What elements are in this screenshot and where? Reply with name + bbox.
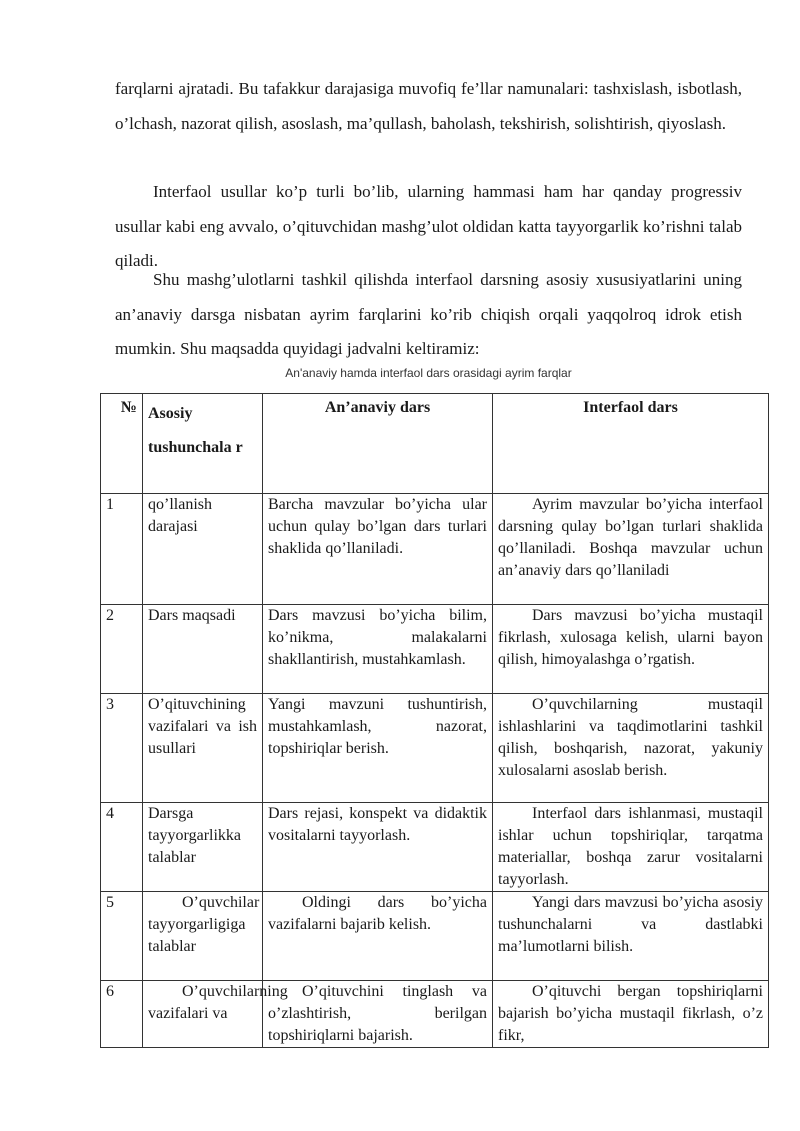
row-traditional: O’qituvchini tinglash va o’zlashtirish, berilgan topshiriqlarni bajarish.: [263, 981, 493, 1048]
row-interactive: Yangi dars mavzusi bo’yicha asosiy tushunchalarni va dastlabki ma’lumotlarni bilish.: [493, 892, 769, 981]
row-number: 1: [101, 494, 143, 605]
table-row: [101, 803, 769, 892]
row-number: 4: [101, 803, 143, 892]
row-concept: qo’llanish darajasi: [143, 494, 263, 605]
row-interactive: Dars mavzusi bo’yicha mustaqil fikrlash, xulosaga kelish, ularni bayon qilish, himoyalashga o’rgatish.: [493, 605, 769, 694]
row-interactive: O’quvchilarning mustaqil ishlashlarini va taqdimotlarini tashkil qilish, boshqarish, nazorat, yakuniy xulosalarni asoslab berish.: [493, 694, 769, 803]
row-number: 6: [101, 981, 143, 1048]
row-interactive: Ayrim mavzular bo’yicha interfaol darsning qulay bo’lgan turlari shaklida qo’llaniladi. Boshqa mavzular uchun an’anaviy dars qo’llaniladi: [493, 494, 769, 605]
paragraph-2-text: Interfaol usullar ko’p turli bo’lib, ularning hammasi ham har qanday progressiv usullar kabi eng avvalo, o’qituvchidan mashg’ulot oldidan katta tayyorgarlik ko’rishni talab qiladi.: [115, 182, 742, 270]
row-concept: Dars maqsadi: [143, 605, 263, 694]
row-traditional: Barcha mavzular bo’yicha ular uchun qulay bo’lgan dars turlari shaklida qo’llaniladi.: [263, 494, 493, 605]
table-row: [101, 494, 769, 605]
header-interactive: Interfaol dars: [493, 394, 769, 494]
header-number: №: [101, 394, 143, 494]
table-row: [101, 981, 769, 1048]
row-concept: O’quvchilar tayyorgarligiga talablar: [143, 892, 263, 981]
table-row: [101, 892, 769, 981]
table-header-row: [101, 394, 769, 494]
comparison-table: [100, 393, 769, 1048]
paragraph-3: [115, 263, 742, 367]
table-row: [101, 605, 769, 694]
paragraph-1: [115, 72, 742, 141]
paragraph-1-text: farqlarni ajratadi. Bu tafakkur darajasiga muvofiq fe’llar namunalari: tashxislash, isbotlash, o’lchash, nazorat qilish, asoslash, ma’qullash, baholash, tekshirish, solishtirish, qiyoslash.: [115, 79, 742, 133]
row-traditional: Oldingi dars bo’yicha vazifalarni bajarib kelish.: [263, 892, 493, 981]
row-interactive: O’qituvchi bergan topshiriqlarni bajarish bo’yicha mustaqil fikrlash, o’z fikr,: [493, 981, 769, 1048]
row-traditional: Dars rejasi, konspekt va didaktik vositalarni tayyorlash.: [263, 803, 493, 892]
row-traditional: Yangi mavzuni tushuntirish, mustahkamlash, nazorat, topshiriqlar berish.: [263, 694, 493, 803]
row-concept: O’quvchilarning vazifalari va: [143, 981, 263, 1048]
table-row: [101, 694, 769, 803]
header-traditional: An’anaviy dars: [263, 394, 493, 494]
table-caption: An'anaviy hamda interfaol dars orasidagi ayrim farqlar: [285, 366, 572, 380]
row-number: 2: [101, 605, 143, 694]
row-number: 3: [101, 694, 143, 803]
row-concept: Darsga tayyorgarlikka talablar: [143, 803, 263, 892]
row-concept: O’qituvchining vazifalari va ish usullari: [143, 694, 263, 803]
header-concepts: Asosiy tushunchala r: [143, 394, 263, 494]
row-number: 5: [101, 892, 143, 981]
row-interactive: Interfaol dars ishlanmasi, mustaqil ishlar uchun topshiriqlar, tarqatma materiallar, boshqa zarur vositalarni tayyorlash.: [493, 803, 769, 892]
paragraph-3-text: Shu mashg’ulotlarni tashkil qilishda interfaol darsning asosiy xususiyatlarini uning an’anaviy darsga nisbatan ayrim farqlarini ko’rib chiqish orqali yaqqolroq idrok etish mumkin. Shu maqsadda quyidagi jadvalni keltiramiz:: [115, 270, 742, 358]
row-traditional: Dars mavzusi bo’yicha bilim, ko’nikma, malakalarni shakllantirish, mustahkamlash.: [263, 605, 493, 694]
